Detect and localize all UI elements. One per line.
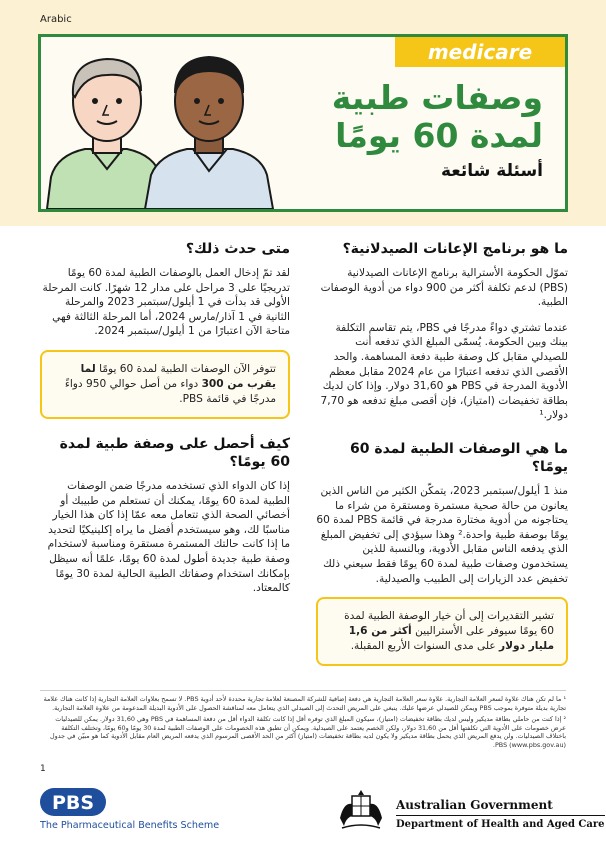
heading-what-are-60-day: ما هي الوصفات الطبية لمدة 60 يومًا؟ (349, 440, 568, 475)
heading-what-is-pbs: ما هو برنامج الإعانات الصيدلانية؟ (342, 241, 568, 257)
heading-when-did-it-happen: متى حدث ذلك؟ (185, 241, 290, 257)
left-column (40, 240, 290, 607)
person1-eye-left (92, 98, 98, 104)
paragraph-60-day-explained: منذ 1 أيلول/سبتمبر 2023، يتمكّن الكثير من الناس الذين يعانون من حالة صحية مستمرة ومستقرة من شراء ما يحتاجونه من أدوية مختارة مدرجة في قائمة PBS لمدة 60 يومًا بوصفة طبية واحدة.² وهذا سيؤدي إلى تخفيض المبلغ الذي يدفعه الناس مقابل الأدوية، وبالنسبة للذين يستخدمون وصفات طبية لمدة 60 يومًا فقط سيعني ذلك تخفيض عدد الزيارات إلى الطبيب والصيدلية. (316, 484, 568, 585)
page-subtitle: أسئلة شائعة (440, 161, 543, 181)
page-title (332, 79, 543, 155)
pbs-caption: The Pharmaceutical Benefits Scheme (40, 820, 220, 831)
callout-count-text-1: تتوفر الآن الوصفات الطبية لمدة 60 يومًا (95, 362, 276, 375)
person2-eye-right (218, 98, 224, 104)
title-line-2: لمدة 60 يومًا (335, 116, 543, 155)
people-illustration (41, 37, 277, 209)
callout-savings-bold: أكثر من 1,6 مليار دولار (348, 625, 554, 653)
title-line-1: وصفات طبية (331, 78, 543, 117)
person1-eye-right (116, 98, 122, 104)
medicare-logo: medicare (395, 37, 565, 67)
coat-of-arms-icon (334, 788, 388, 832)
footnote-1: ¹ ما لم تكن هناك علاوة لسعر العلامة التجارية. علاوة سعر العلامة التجارية هي دفعة إضافية للشركة المصنعة لعلامة تجارية محددة لأحد أدوية PBS. لا تسمح بعلاوات العلامة التجارية إذا كانت هناك علامة تجارية بديلة متوفرة بموجب PBS ويمكن للصيدلي عرضها عليك. ينبغي على المريض التحدث إلى الصيدلي الذي يتعامل معه لمناقشة الحصول على الأدوية البديلة المدعومة من علاوة العلامة التجارية. (43, 695, 566, 712)
footnote-2: ² إذا كنت من حاملي بطاقة مديكير وليس لديك بطاقة تخفيضات (امتياز)، سيكون المبلغ الذي توفره أقل إذا كانت تكلفة الدواء أقل من دفعة المساهمة في PBS وهي 31,60 دولار. يمكن للصيدليات عرض خصومات على الأدوية التي تكلفتها أقل من 31,60 دولار، ولكن الخصم يعتمد على الصيدلية. ويمكن أن تطبق هذه الخصومات على الوصفات الطبية لمدة 30 يومًا و60 يومًا، وتختلف التكلفة باختلاف الصيدليات. ولن يدفع المريض الذي يحمل بطاقة مديكير ولا يكون لديه بطاقة تخفيضات (امتياز) أكثر من الحد الأقصى المرسوم الذي يدفعه المريض العام مقابل الأدوية كما هو مبيّن في جدول PBS (www.pbs.gov.au). (50, 715, 566, 749)
government-wordmark (396, 798, 605, 830)
callout-savings (316, 597, 568, 666)
paragraph-rollout-stages: لقد تمّ إدخال العمل بالوصفات الطبية لمدة 60 يومًا تدريجيًا على 3 مراحل على مدار 12 شهرًا. كانت المرحلة الأولى قد بدأت في 1 أيلول/سبتمبر 2023 والمرحلة الثانية في 1 آذار/مارس 2024، أما المرحلة الثالثة فهي متاحة الآن اعتبارًا من 1 أيلول/سبتمبر 2024. (42, 267, 290, 338)
heading-how-to-get: كيف أحصل على وصفة طبية لمدة 60 يومًا؟ (59, 435, 290, 470)
person2-eye-left (194, 98, 200, 104)
gov-line-2: Department of Health and Aged Care (396, 819, 605, 830)
person2-shirt (145, 149, 273, 209)
gov-line-1: Australian Government (396, 798, 605, 816)
footnotes (40, 690, 566, 752)
language-label: Arabic (40, 14, 72, 25)
right-column (316, 240, 568, 682)
callout-count-text-2: دواء من أصل حوالي 950 دواءً مدرجًا في قائمة PBS. (64, 377, 276, 405)
callout-medicine-count (40, 350, 290, 419)
hero-card (38, 34, 568, 212)
page-number: 1 (40, 764, 46, 774)
callout-savings-text-2: على مدى السنوات الأربع المقبلة. (350, 640, 500, 653)
paragraph-copayment: عندما تشتري دواءً مدرجًا في PBS، يتم تقاسم التكلفة بينك وبين الحكومة. يُسمّى المبلغ الذي تدفعه أنت للصيدلي مقابل كل وصفة طبية دفعة المساهمة. والحد الأقصى الذي تدفعه اعتبارًا من عام 2024 مقابل معظم الأدوية المدرجة في PBS هو 31,60 دولار. وإذا كان لديك بطاقة تخفيضات (امتياز)، فإن أقصى مبلغ تدفعه هو 7,70 دولار.¹ (320, 321, 568, 422)
callout-count-bold: لما يقرب من 300 (80, 362, 276, 390)
callout-savings-text-1: تشير التقديرات إلى أن خيار الوصفة الطبية لمدة 60 يومًا سيوفر على الأستراليين (344, 610, 554, 638)
paragraph-pbs-intro: تموّل الحكومة الأسترالية برنامج الإعانات الصيدلانية (PBS) لدعم تكلفة أكثر من 900 دواء من أدوية الوصفات الطبية. (320, 267, 568, 309)
paragraph-how-to-get: إذا كان الدواء الذي تستخدمه مدرجًا ضمن الوصفات الطبية لمدة 60 يومًا، يمكنك أن تستعلم من طبيبك أو أخصائي الصحة الذي تتعامل معه عمّا إذا كان هذا الخيار مناسبًا لك، وهو سيستخدم أفضل ما يراه إكلينيكيًا لتحديد ما إذا كانت حالتك المستمرة مستقرة ومناسبة لاستخدام وصفة طبية جديدة أطول لمدة 60 يومًا، علمًا أنه سيظل بإمكانك استخدام وصفاتك الطبية الحالية لمدة 30 يومًا كالمعتاد. (47, 479, 290, 595)
pbs-logo-text: PBS (51, 792, 95, 814)
